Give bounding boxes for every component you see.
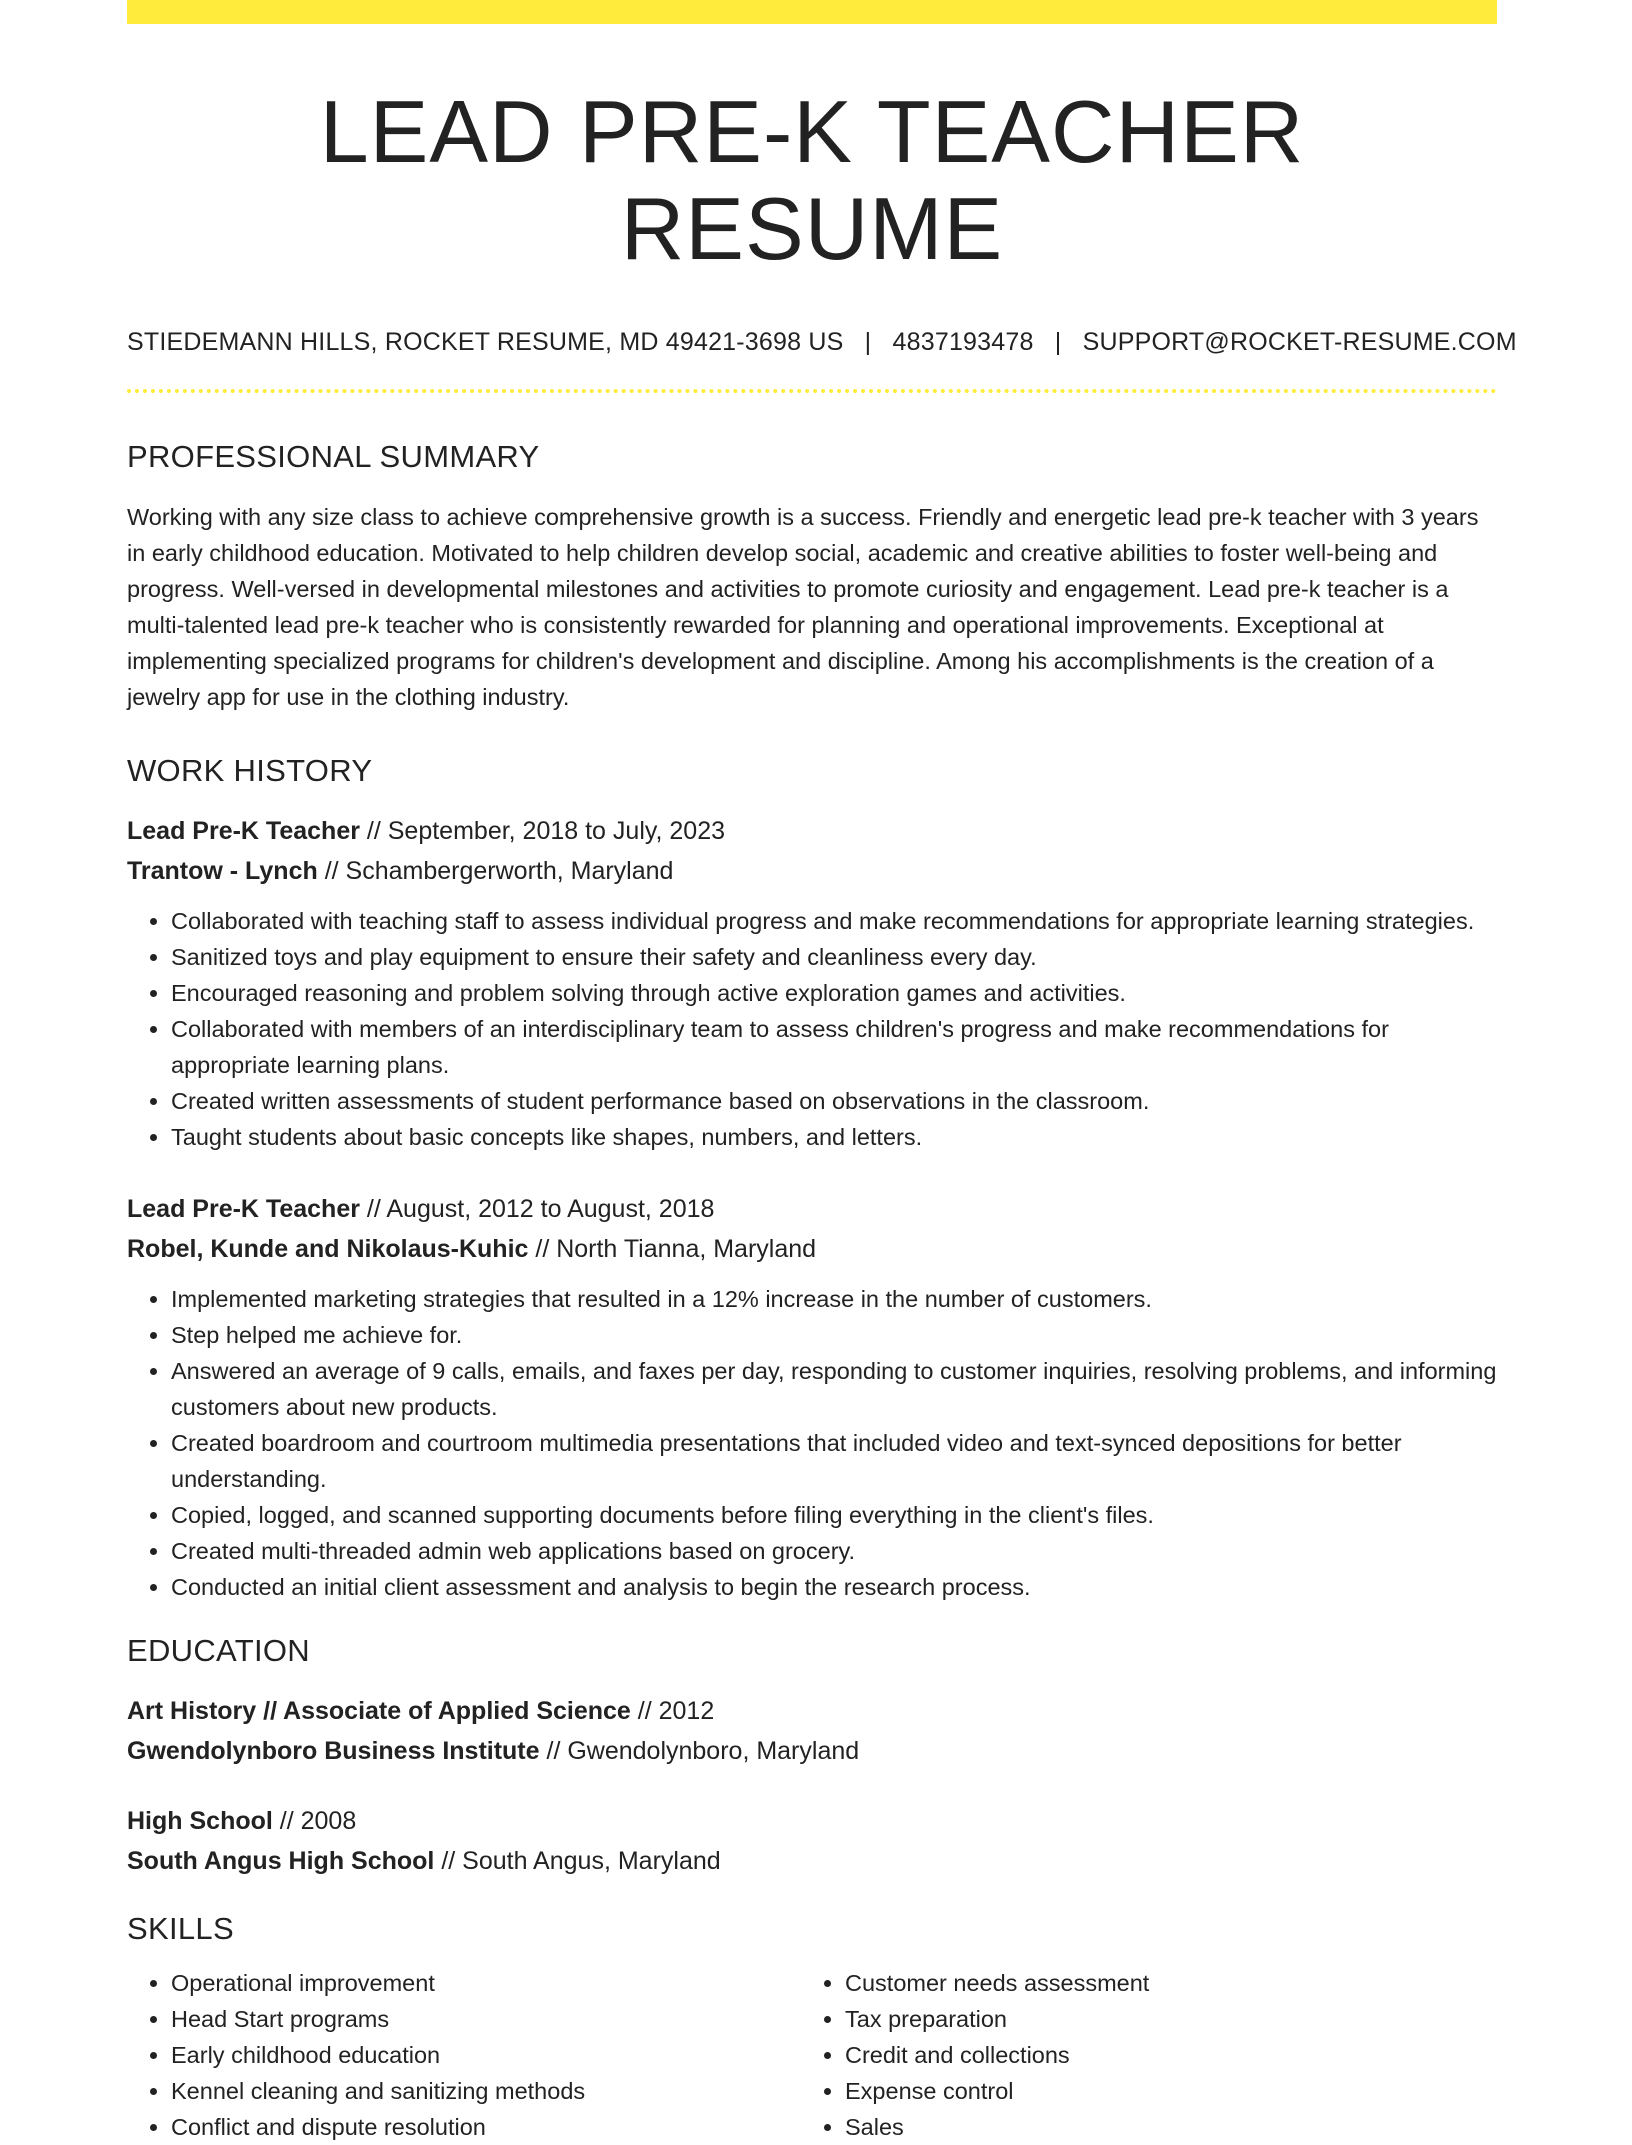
list-item: • Head Start programs xyxy=(171,2001,801,2037)
skills-column-right xyxy=(801,1965,1475,2145)
job-bullets xyxy=(127,1281,1497,1605)
top-accent-bar xyxy=(127,0,1497,24)
job-company: Trantow - Lynch xyxy=(127,856,318,885)
summary-heading: PROFESSIONAL SUMMARY xyxy=(127,438,540,474)
list-item: • Customer needs assessment xyxy=(845,1965,1475,2001)
contact-phone: 4837193478 xyxy=(892,327,1034,356)
list-item: • Tax preparation xyxy=(845,2001,1475,2037)
job-company-line xyxy=(127,1229,1497,1269)
list-item: • Answered an average of 9 calls, emails, and faxes per day, responding to customer inquiries, resolving problems, and informing customers about new products. xyxy=(171,1353,1497,1425)
education-degree: Art History // Associate of Applied Science xyxy=(127,1696,631,1725)
resume-page xyxy=(127,0,1517,2145)
education-degree-line xyxy=(127,1801,1497,1841)
job-bullets xyxy=(127,903,1497,1155)
list-item: • Collaborated with teaching staff to assess individual progress and make recommendations for appropriate learning strategies. xyxy=(171,903,1497,939)
job-entry xyxy=(127,1189,1497,1605)
job-company-line xyxy=(127,851,1497,891)
list-item: • Conducted an initial client assessment and analysis to begin the research process. xyxy=(171,1569,1497,1605)
list-item: • Copied, logged, and scanned supporting documents before filing everything in the client's files. xyxy=(171,1497,1497,1533)
skills-column-left xyxy=(127,1965,801,2145)
job-location: // Schambergerworth, Maryland xyxy=(317,856,674,885)
summary-text: Working with any size class to achieve comprehensive growth is a success. Friendly and energetic lead pre-k teacher with 3 years in early childhood education. Motivated to help children develop social, academic and creative abilities to foster well-being and progress. Well-versed in developmental milestones and activities to promote curiosity and engagement. Lead pre-k teacher is a multi-talented lead pre-k teacher who is consistently rewarded for planning and operational improvements. Exceptional at implementing specialized programs for children's development and discipline. Among his accomplishments is the creation of a jewelry app for use in the clothing industry. xyxy=(127,503,1479,710)
job-dates: // September, 2018 to July, 2023 xyxy=(359,816,726,845)
education-degree-line xyxy=(127,1691,1497,1731)
job-location: // North Tianna, Maryland xyxy=(528,1234,817,1263)
education-year: // 2008 xyxy=(272,1806,357,1835)
list-item: • Early childhood education xyxy=(171,2037,801,2073)
job-company: Robel, Kunde and Nikolaus-Kuhic xyxy=(127,1234,529,1263)
education-degree: High School xyxy=(127,1806,273,1835)
list-item: • Operational improvement xyxy=(171,1965,801,2001)
education-school-line xyxy=(127,1841,1497,1881)
list-item: • Implemented marketing strategies that resulted in a 12% increase in the number of customers. xyxy=(171,1281,1497,1317)
contact-line xyxy=(127,327,1517,357)
job-title-line xyxy=(127,811,1497,851)
job-title-line xyxy=(127,1189,1497,1229)
page-title: LEAD PRE-K TEACHER RESUME xyxy=(319,82,1305,278)
education-heading: EDUCATION xyxy=(127,1632,310,1668)
education-school: Gwendolynboro Business Institute xyxy=(127,1736,540,1765)
list-item: • Expense control xyxy=(845,2073,1475,2109)
contact-address: STIEDEMANN HILLS, ROCKET RESUME, MD 49421-3698 US xyxy=(127,327,844,356)
contact-separator: | xyxy=(1054,327,1062,356)
list-item: • Encouraged reasoning and problem solving through active exploration games and activities. xyxy=(171,975,1497,1011)
job-entry xyxy=(127,811,1497,1155)
list-item: • Taught students about basic concepts like shapes, numbers, and letters. xyxy=(171,1119,1497,1155)
education-location: // South Angus, Maryland xyxy=(434,1846,721,1875)
dotted-divider xyxy=(127,389,1497,393)
education-school: South Angus High School xyxy=(127,1846,435,1875)
contact-email: SUPPORT@ROCKET-RESUME.COM xyxy=(1082,327,1517,356)
work-history-heading: WORK HISTORY xyxy=(127,752,373,788)
job-dates: // August, 2012 to August, 2018 xyxy=(359,1194,715,1223)
education-entry xyxy=(127,1691,1497,1771)
list-item: • Sanitized toys and play equipment to ensure their safety and cleanliness every day. xyxy=(171,939,1497,975)
skills-heading: SKILLS xyxy=(127,1910,234,1946)
list-item: • Sales xyxy=(845,2109,1475,2145)
list-item: • Created multi-threaded admin web applications based on grocery. xyxy=(171,1533,1497,1569)
education-location: // Gwendolynboro, Maryland xyxy=(539,1736,860,1765)
education-year: // 2012 xyxy=(630,1696,715,1725)
education-entry xyxy=(127,1801,1497,1881)
job-title: Lead Pre-K Teacher xyxy=(127,1194,360,1223)
list-item: • Conflict and dispute resolution xyxy=(171,2109,801,2145)
list-item: • Kennel cleaning and sanitizing methods xyxy=(171,2073,801,2109)
list-item: • Created written assessments of student performance based on observations in the classroom. xyxy=(171,1083,1497,1119)
list-item: • Step helped me achieve for. xyxy=(171,1317,1497,1353)
list-item: • Created boardroom and courtroom multimedia presentations that included video and text-synced depositions for better understanding. xyxy=(171,1425,1497,1497)
education-school-line xyxy=(127,1731,1497,1771)
skills-list xyxy=(127,1965,1497,2145)
list-item: • Collaborated with members of an interdisciplinary team to assess children's progress and make recommendations for appropriate learning plans. xyxy=(171,1011,1497,1083)
list-item: • Credit and collections xyxy=(845,2037,1475,2073)
job-title: Lead Pre-K Teacher xyxy=(127,816,360,845)
contact-separator: | xyxy=(864,327,872,356)
